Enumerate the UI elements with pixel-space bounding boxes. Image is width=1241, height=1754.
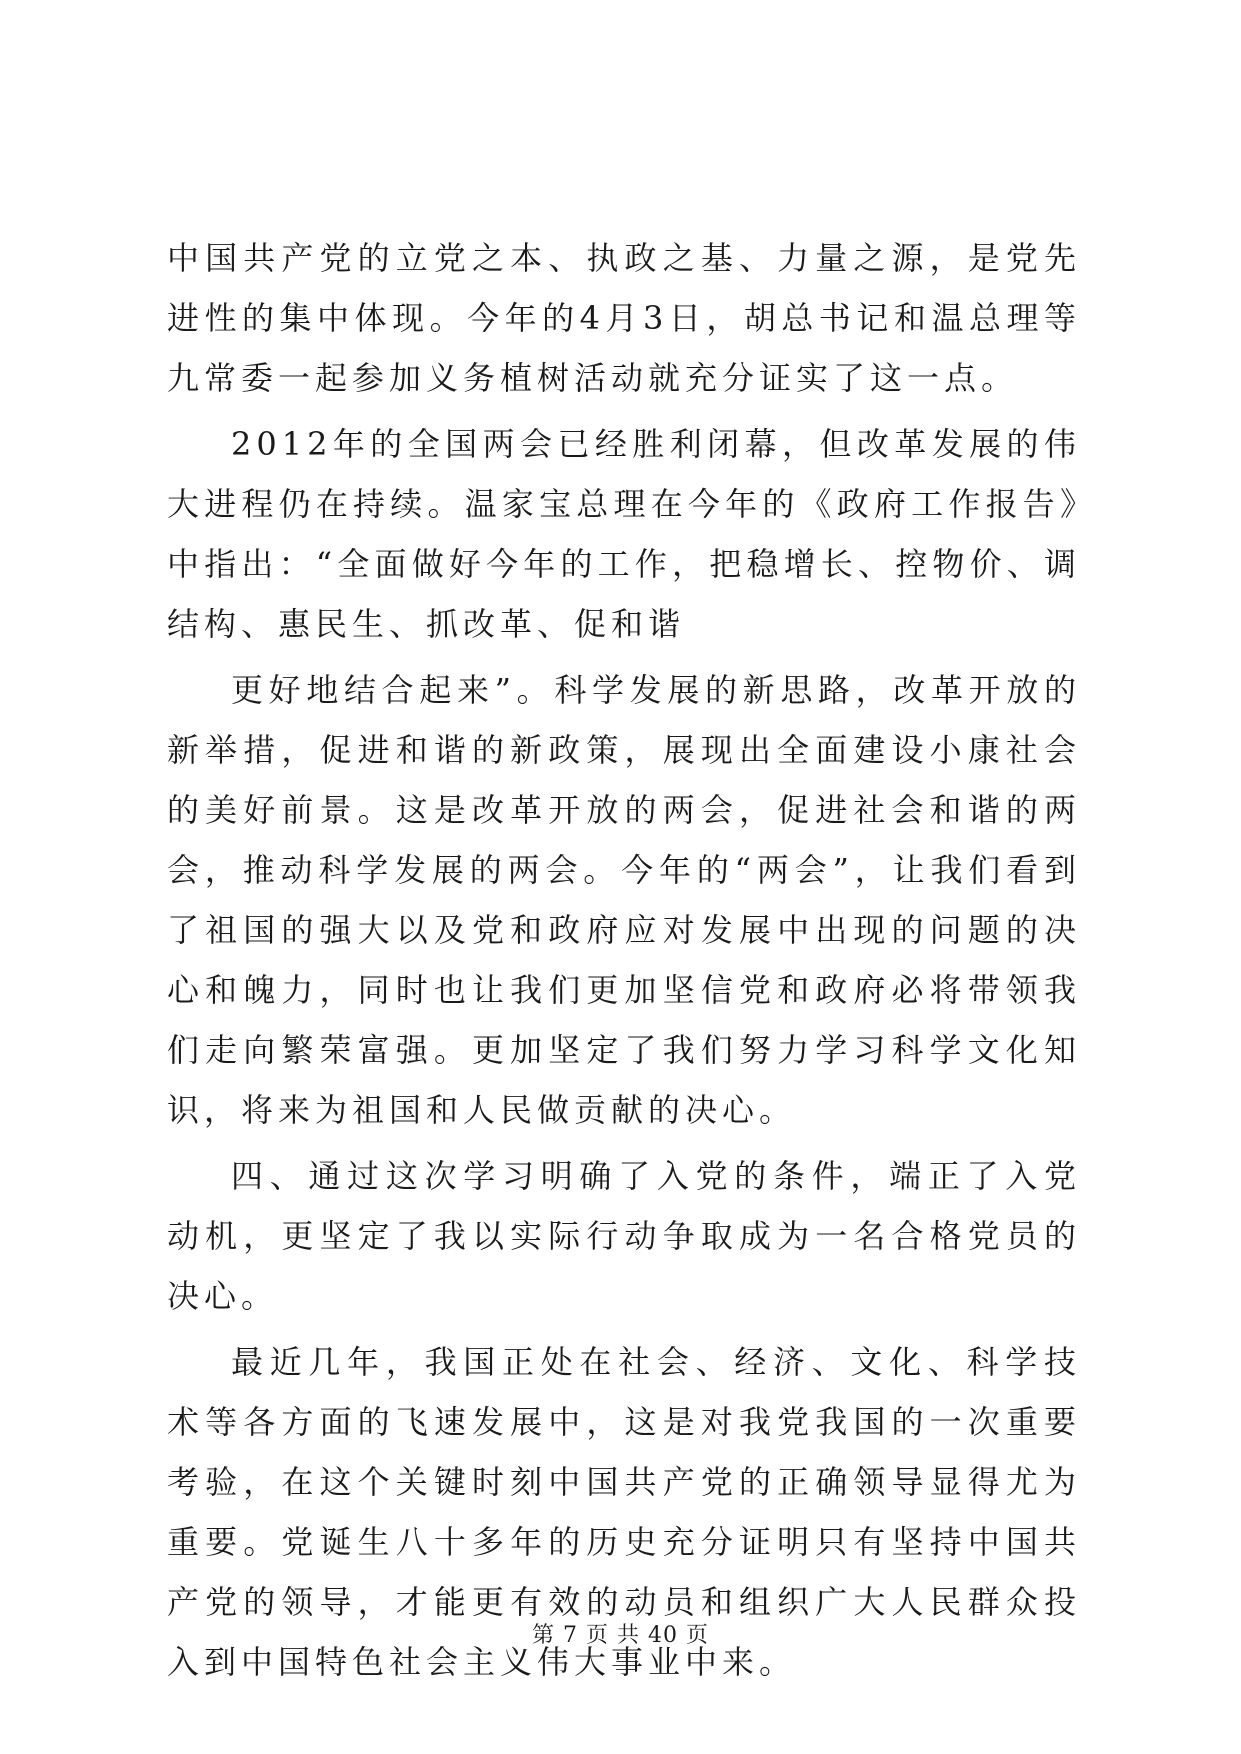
paragraph-1: 中国共产党的立党之本、执政之基、力量之源，是党先进性的集中体现。今年的4月3日，胡总书记和温总理等九常委一起参加义务植树活动就充分证实了这一点。 <box>167 239 1081 397</box>
paragraph-5: 最近几年，我国正处在社会、经济、文化、科学技术等各方面的飞速发展中，这是对我党我国的一次重要考验，在这个关键时刻中国共产党的正确领导显得尤为重要。党诞生八十多年的历史充分证明只有坚持中国共产党的领导，才能更有效的动员和组织广大人民群众投入到中国特色社会主义伟大事业中来。 <box>167 1343 1081 1681</box>
page-number-footer: 第 7 页 共 40 页 <box>532 1623 709 1648</box>
document-body <box>167 228 1081 1698</box>
paragraph-4: 四、通过这次学习明确了入党的条件，端正了入党动机，更坚定了我以实际行动争取成为一名合格党员的决心。 <box>167 1157 1081 1315</box>
paragraph-3: 更好地结合起来”。科学发展的新思路，改革开放的新举措，促进和谐的新政策，展现出全面建设小康社会的美好前景。这是改革开放的两会，促进社会和谐的两会，推动科学发展的两会。今年的“两会”，让我们看到了祖国的强大以及党和政府应对发展中出现的问题的决心和魄力，同时也让我们更加坚信党和政府必将带领我们走向繁荣富强。更加坚定了我们努力学习科学文化知识，将来为祖国和人民做贡献的决心。 <box>167 671 1081 1129</box>
paragraph-2: 2012年的全国两会已经胜利闭幕，但改革发展的伟大进程仍在持续。温家宝总理在今年的《政府工作报告》中指出：“全面做好今年的工作，把稳增长、控物价、调结构、惠民生、抓改革、促和谐 <box>167 425 1081 643</box>
